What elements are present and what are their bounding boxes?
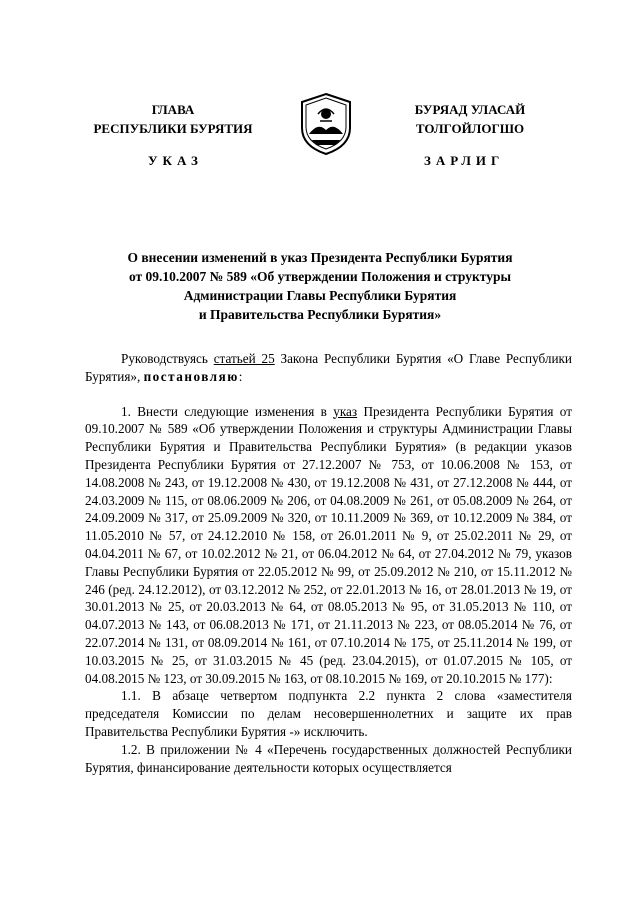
- issuer-republic-ru: РЕСПУБЛИКИ БУРЯТИЯ: [93, 121, 253, 136]
- title-line: и Правительства Республики Бурятия»: [198, 307, 442, 322]
- document-type-ru: УКАЗ: [148, 153, 203, 168]
- item-1-text: Президента Республики Бурятия от 09.10.2007 № 589 «Об утверждении Положения и структуры Администрации Главы Республики Бурятия и Правительства Республики Бурятия» (в редакции указов Президента Республики Бурятия от 27.12.2007 № 753, от 10.06.2008 № 153, от 14.08.2008 № 243, от 19.12.2008 № 430, от 19.12.2008 № 431, от 27.12.2008 № 444, от 24.03.2009 № 115, от 08.06.2009 № 206, от 04.08.2009 № 261, от 05.08.2009 № 264, от 24.09.2009 № 317, от 25.09.2009 № 320, от 10.11.2009 № 369, от 10.12.2009 № 384, от 11.05.2010 № 57, от 24.12.2010 № 158, от 26.01.2011 № 9, от 25.02.2011 № 29, от 04.04.2011 № 67, от 10.02.2012 № 21, от 06.04.2012 № 64, от 27.04.2012 № 79, указов Главы Республики Бурятия от 22.05.2012 № 99, от 25.09.2012 № 210, от 15.11.2012 № 246 (ред. 24.12.2012), от 03.12.2012 № 252, от 22.01.2013 № 16, от 28.01.2013 № 19, от 30.01.2013 № 25, от 20.03.2013 № 64, от 08.05.2013 № 95, от 31.05.2013 № 110, от 04.07.2013 № 143, от 06.08.2013 № 171, от 21.11.2013 № 223, от 08.05.2014 № 76, от 22.07.2014 № 131, от 08.09.2014 № 161, от 07.10.2014 № 175, от 25.11.2014 № 199, от 10.03.2015 № 25, от 31.03.2015 № 45 (ред. 23.04.2015), от 01.07.2015 № 105, от 04.08.2015 № 123, от 30.09.2015 № 163, от 08.10.2015 № 169, от 20.10.2015 № 177):: [85, 403, 572, 686]
- issuer-header-right: [370, 100, 570, 138]
- issuer-header-left: [68, 100, 278, 138]
- preamble-text: Руководствуясь: [121, 351, 214, 366]
- document-body: [85, 350, 572, 776]
- title-line: Администрации Главы Республики Бурятия: [183, 288, 457, 303]
- document-type-bua: ЗАРЛИГ: [424, 153, 505, 168]
- item-1-1-paragraph: 1.1. В абзаце четвертом подпункта 2.2 пункта 2 слова «заместителя председателя Комиссии по делам несовершеннолетних и защите их прав Правительства Республики Бурятия -» исключить.: [85, 688, 572, 739]
- issuer-republic-bua: ТОЛГОЙЛОГШО: [415, 121, 525, 136]
- article-25-link[interactable]: статьей 25: [213, 351, 275, 366]
- title-line: О внесении изменений в указ Президента Республики Бурятия: [127, 250, 513, 265]
- coat-of-arms-icon: [298, 92, 354, 156]
- preamble-colon: :: [238, 368, 243, 384]
- preamble-text: Закона Республики Бурятия «О Главе Республики Бурятия»,: [85, 351, 572, 384]
- issuer-title-bua: БУРЯАД УЛАСАЙ: [414, 102, 526, 117]
- preamble-paragraph: [85, 350, 572, 386]
- issuer-title-ru: ГЛАВА: [151, 102, 195, 117]
- item-1-text: 1. Внести следующие изменения в: [121, 403, 334, 419]
- item-1-2-paragraph: 1.2. В приложении № 4 «Перечень государственных должностей Республики Бурятия, финансирование деятельности которых осуществляется: [85, 741, 572, 775]
- title-line: от 09.10.2007 № 589 «Об утверждении Положения и структуры: [128, 269, 512, 284]
- decree-word: постановляю: [143, 368, 239, 384]
- document-title: [60, 248, 580, 324]
- item-1-paragraph: [85, 403, 572, 688]
- decree-link[interactable]: указ: [333, 403, 358, 419]
